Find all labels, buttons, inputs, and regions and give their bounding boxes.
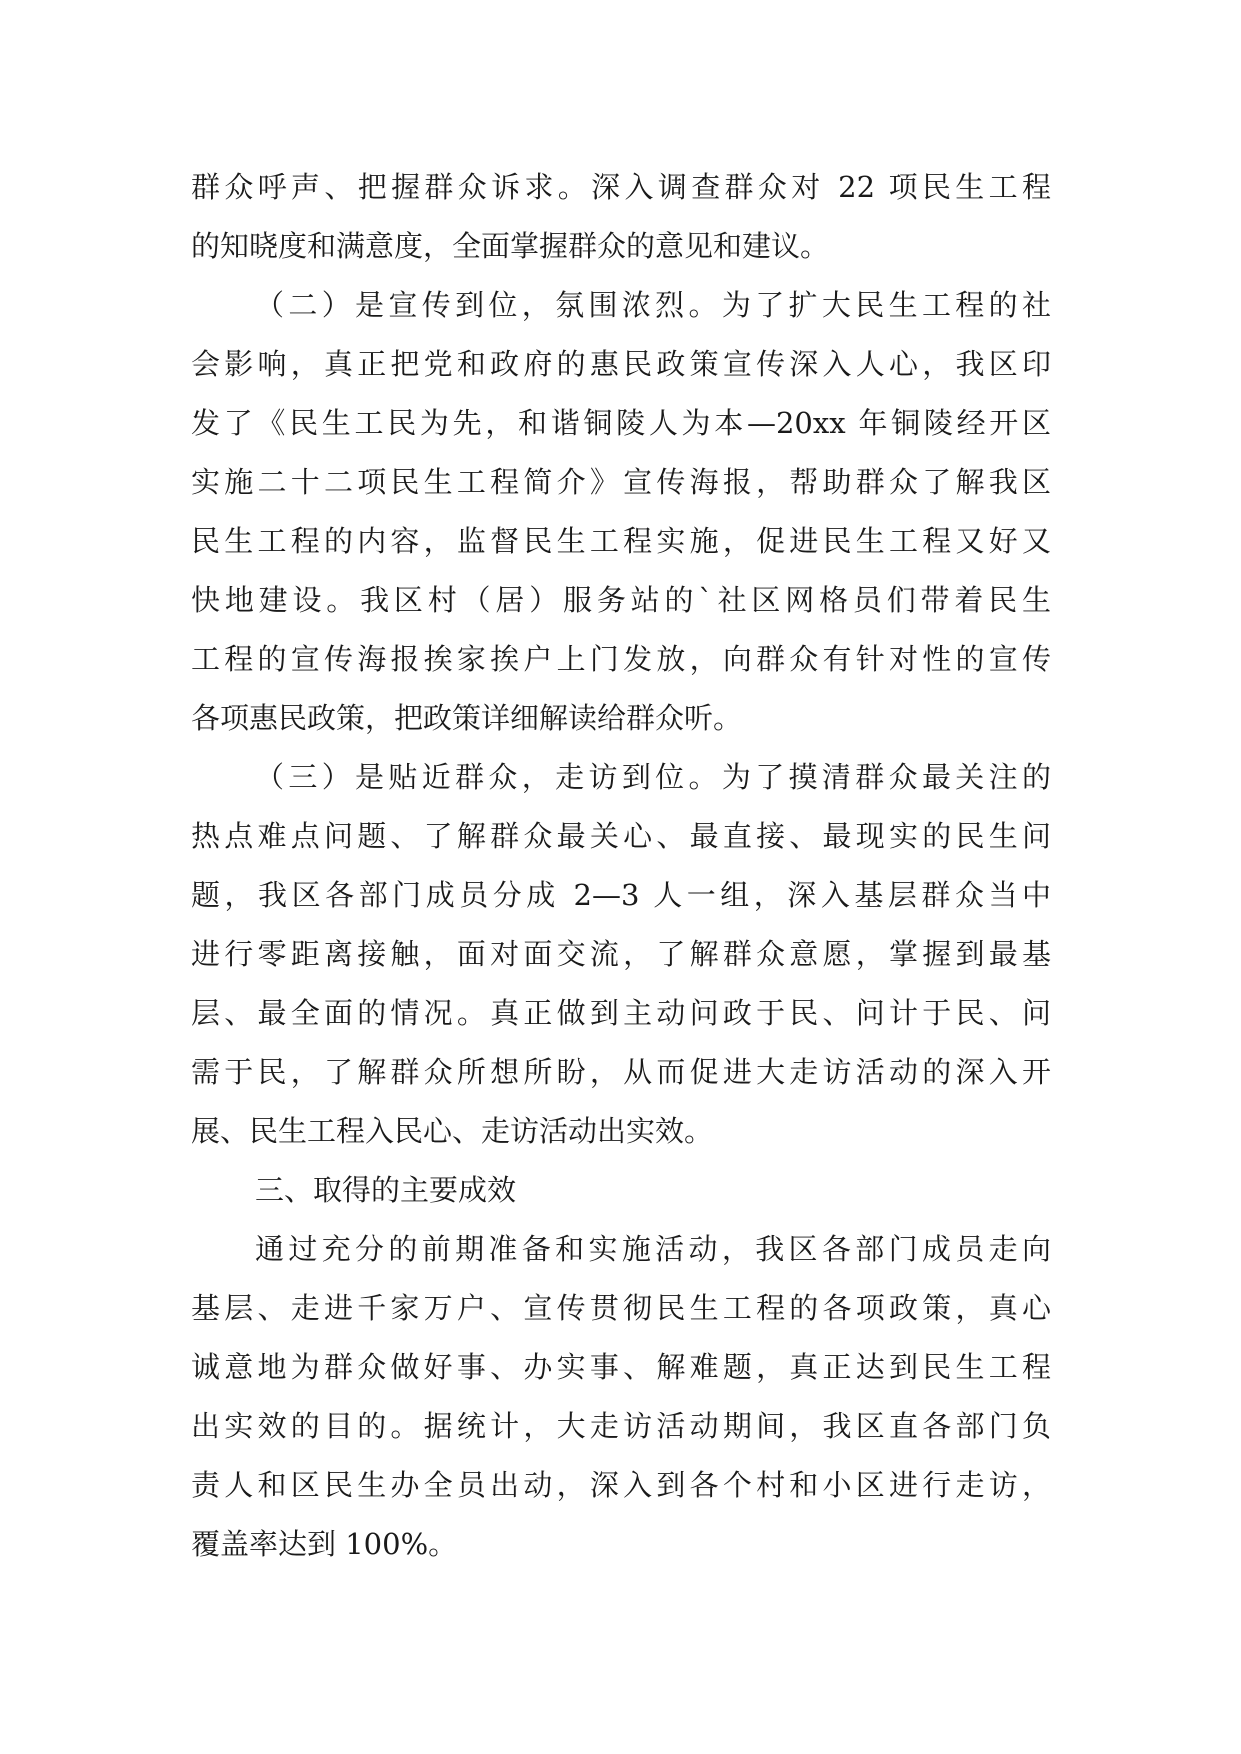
paragraph-4-line-4: 出实效的目的。据统计，大走访活动期间，我区直各部门负: [191, 1409, 1051, 1443]
paragraph-3-line-1: （三）是贴近群众，走访到位。为了摸清群众最关注的: [255, 760, 1051, 794]
section-heading: 三、取得的主要成效: [255, 1173, 517, 1207]
paragraph-3-line-7: 展、民生工程入民心、走访活动出实效。: [191, 1114, 714, 1148]
paragraph-4-line-2: 基层、走进千家万户、宣传贯彻民生工程的各项政策，真心: [191, 1291, 1051, 1325]
paragraph-3-line-5: 层、最全面的情况。真正做到主动问政于民、问计于民、问: [191, 996, 1051, 1030]
paragraph-1-line-1: 群众呼声、把握群众诉求。深入调查群众对 22 项民生工程: [191, 170, 1051, 204]
paragraph-2-line-1: （二）是宣传到位，氛围浓烈。为了扩大民生工程的社: [255, 288, 1051, 322]
body-text: [191, 158, 1051, 1574]
paragraph-4-line-3: 诚意地为群众做好事、办实事、解难题，真正达到民生工程: [191, 1350, 1051, 1384]
paragraph-2-line-2: 会影响，真正把党和政府的惠民政策宣传深入人心，我区印: [191, 347, 1051, 381]
paragraph-4-line-6: 覆盖率达到 100%。: [191, 1527, 458, 1561]
paragraph-3-line-6: 需于民，了解群众所想所盼，从而促进大走访活动的深入开: [191, 1055, 1051, 1089]
paragraph-4-line-5: 责人和区民生办全员出动，深入到各个村和小区进行走访，: [191, 1468, 1051, 1502]
paragraph-3-line-3: 题，我区各部门成员分成 2—3 人一组，深入基层群众当中: [191, 878, 1051, 912]
paragraph-3-line-4: 进行零距离接触，面对面交流，了解群众意愿，掌握到最基: [191, 937, 1051, 971]
paragraph-2-line-4: 实施二十二项民生工程简介》宣传海报，帮助群众了解我区: [191, 465, 1051, 499]
paragraph-2-line-8: 各项惠民政策，把政策详细解读给群众听。: [191, 701, 743, 735]
paragraph-2-line-5: 民生工程的内容，监督民生工程实施，促进民生工程又好又: [191, 524, 1051, 558]
paragraph-3-line-2: 热点难点问题、了解群众最关心、最直接、最现实的民生问: [191, 819, 1051, 853]
paragraph-1-line-2: 的知晓度和满意度，全面掌握群众的意见和建议。: [191, 229, 830, 263]
paragraph-4-line-1: 通过充分的前期准备和实施活动，我区各部门成员走向: [255, 1232, 1051, 1266]
paragraph-2-line-6: 快地建设。我区村（居）服务站的`社区网格员们带着民生: [191, 583, 1051, 617]
paragraph-2-line-7: 工程的宣传海报挨家挨户上门发放，向群众有针对性的宣传: [191, 642, 1051, 676]
paragraph-2-line-3: 发了《民生工民为先，和谐铜陵人为本—20xx 年铜陵经开区: [191, 406, 1051, 440]
